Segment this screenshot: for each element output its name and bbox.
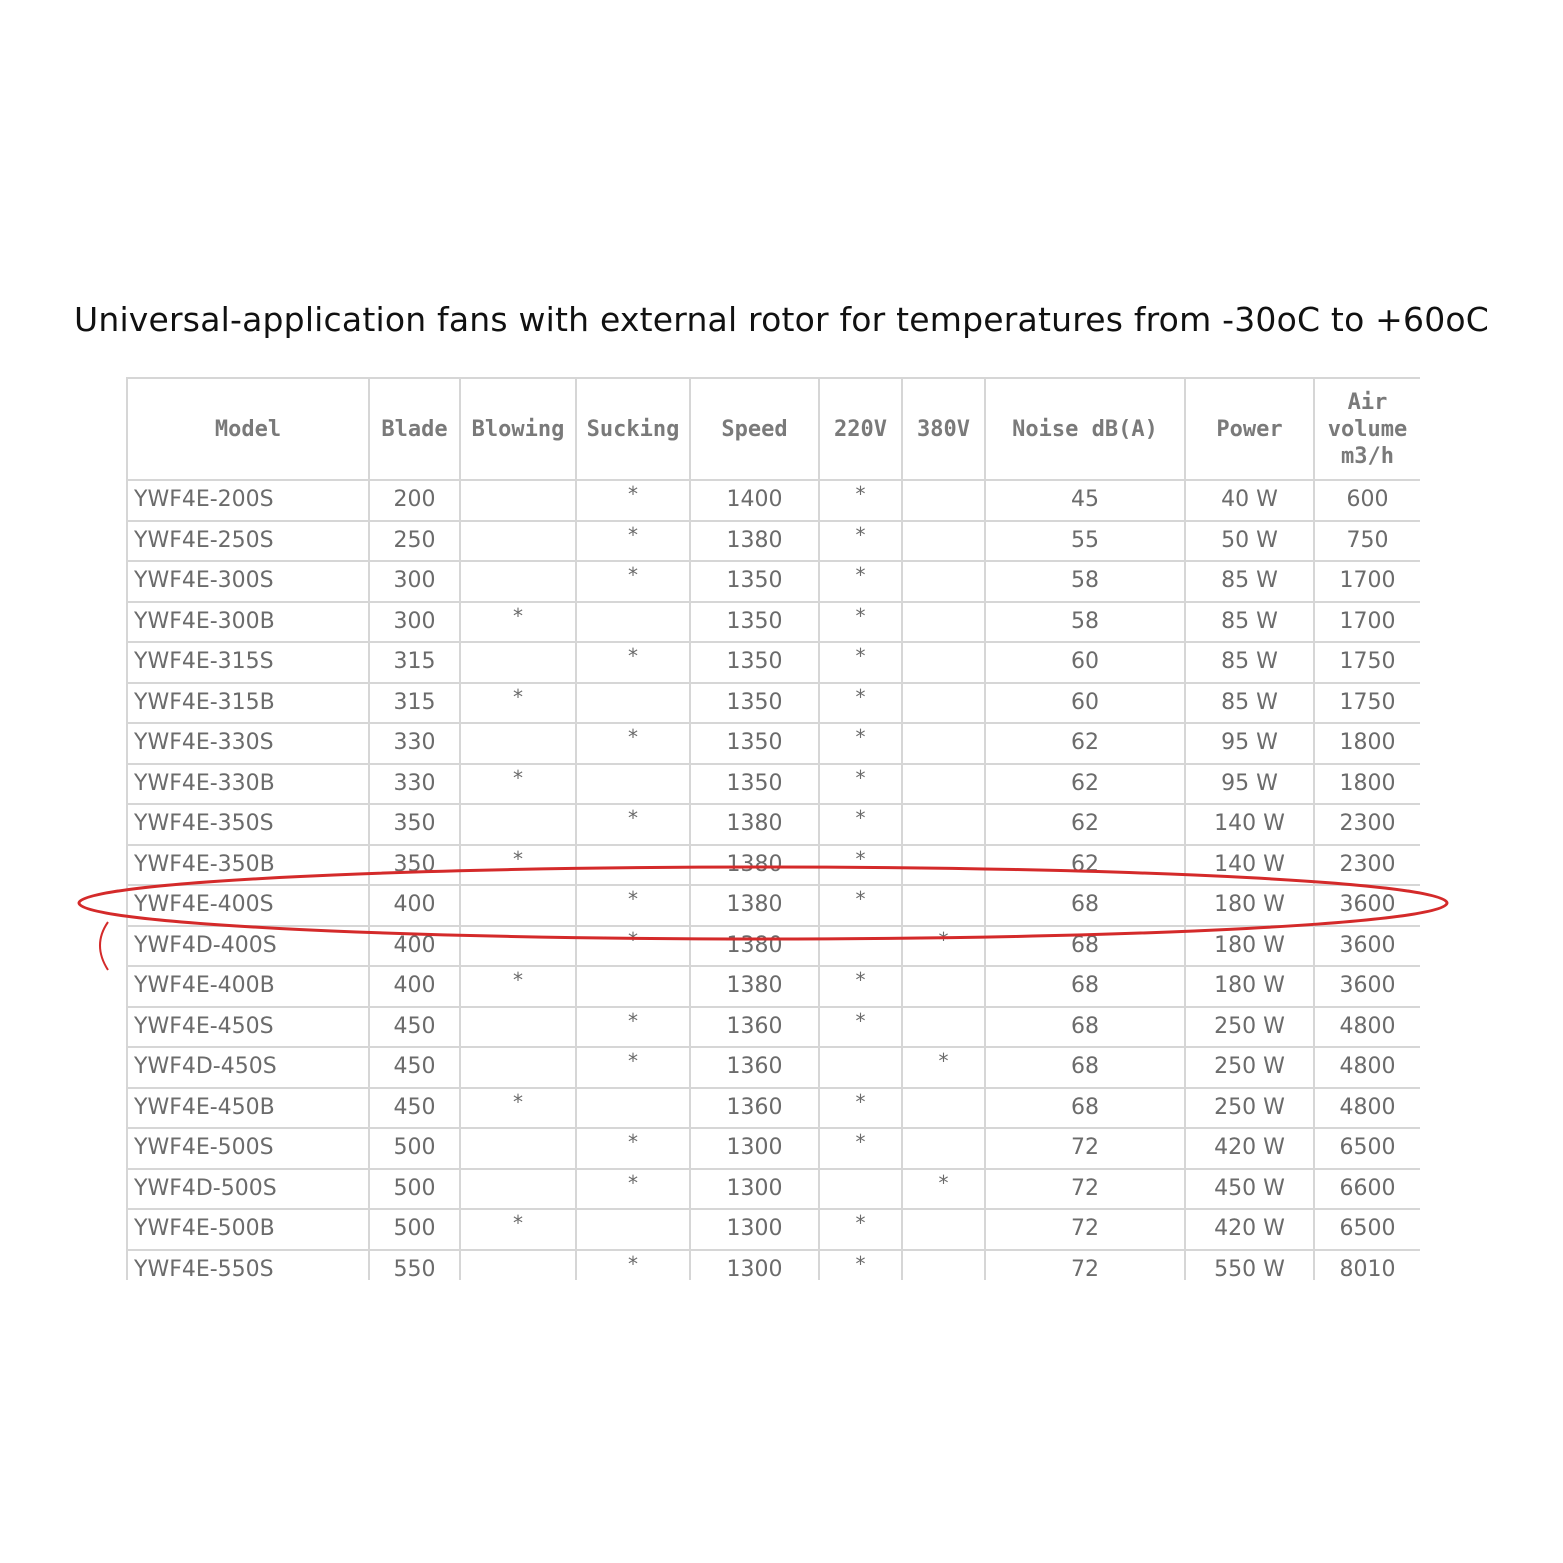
cell-speed: 1380: [690, 521, 819, 562]
cell-air: 3600: [1314, 926, 1420, 967]
cell-air: 3600: [1314, 885, 1420, 926]
cell-sucking: *: [576, 1250, 690, 1281]
cell-v220: *: [819, 764, 902, 805]
cell-v380: [902, 1209, 985, 1250]
cell-model: YWF4E-450S: [127, 1007, 369, 1048]
header-blade: Blade: [369, 378, 460, 480]
cell-air: 4800: [1314, 1007, 1420, 1048]
cell-speed: 1300: [690, 1209, 819, 1250]
cell-power: 140 W: [1185, 804, 1314, 845]
table-row: [127, 683, 1420, 724]
cell-blade: 350: [369, 845, 460, 886]
cell-blade: 200: [369, 480, 460, 521]
cell-blowing: [460, 1128, 576, 1169]
cell-model: YWF4E-200S: [127, 480, 369, 521]
cell-speed: 1360: [690, 1007, 819, 1048]
cell-blowing: [460, 804, 576, 845]
table-row: [127, 480, 1420, 521]
cell-blade: 550: [369, 1250, 460, 1281]
cell-speed: 1300: [690, 1250, 819, 1281]
cell-v220: *: [819, 966, 902, 1007]
cell-sucking: *: [576, 926, 690, 967]
cell-power: 40 W: [1185, 480, 1314, 521]
table-row: [127, 764, 1420, 805]
cell-noise: 62: [985, 764, 1185, 805]
header-sucking: Sucking: [576, 378, 690, 480]
table-body: [127, 480, 1420, 1280]
cell-v380: [902, 1088, 985, 1129]
page-title: Universal-application fans with external rotor for temperatures from -30oC to +60oC: [73, 300, 1490, 339]
cell-air: 8010: [1314, 1250, 1420, 1281]
table-row: [127, 804, 1420, 845]
cell-blowing: [460, 561, 576, 602]
header-380v: 380V: [902, 378, 985, 480]
cell-sucking: *: [576, 804, 690, 845]
cell-noise: 45: [985, 480, 1185, 521]
cell-power: 250 W: [1185, 1047, 1314, 1088]
cell-blade: 400: [369, 885, 460, 926]
header-air-line1: Air: [1347, 389, 1388, 415]
header-power: Power: [1185, 378, 1314, 480]
cell-v220: *: [819, 1088, 902, 1129]
cell-blowing: [460, 1007, 576, 1048]
cell-power: 550 W: [1185, 1250, 1314, 1281]
header-air-line3: m3/h: [1341, 443, 1394, 469]
header-model: Model: [127, 378, 369, 480]
cell-sucking: *: [576, 1047, 690, 1088]
cell-blowing: [460, 480, 576, 521]
cell-sucking: [576, 845, 690, 886]
cell-noise: 68: [985, 1047, 1185, 1088]
cell-sucking: *: [576, 480, 690, 521]
table-row: [127, 926, 1420, 967]
cell-power: 450 W: [1185, 1169, 1314, 1210]
table-row: [127, 1128, 1420, 1169]
cell-air: 6600: [1314, 1169, 1420, 1210]
cell-power: 95 W: [1185, 764, 1314, 805]
cell-air: 1800: [1314, 723, 1420, 764]
cell-speed: 1380: [690, 966, 819, 1007]
cell-v220: *: [819, 723, 902, 764]
cell-blowing: [460, 723, 576, 764]
cell-v220: *: [819, 480, 902, 521]
cell-v220: *: [819, 602, 902, 643]
cell-v380: [902, 521, 985, 562]
cell-model: YWF4D-500S: [127, 1169, 369, 1210]
cell-sucking: *: [576, 885, 690, 926]
cell-blade: 500: [369, 1209, 460, 1250]
cell-power: 180 W: [1185, 926, 1314, 967]
cell-power: 140 W: [1185, 845, 1314, 886]
cell-blade: 300: [369, 561, 460, 602]
cell-blowing: [460, 926, 576, 967]
cell-v380: *: [902, 1169, 985, 1210]
highlight-pen-stroke: [100, 922, 108, 970]
cell-v220: *: [819, 1209, 902, 1250]
cell-v380: [902, 683, 985, 724]
table-row: [127, 1169, 1420, 1210]
cell-model: YWF4E-450B: [127, 1088, 369, 1129]
table-row: [127, 723, 1420, 764]
cell-blade: 315: [369, 683, 460, 724]
cell-sucking: *: [576, 642, 690, 683]
cell-model: YWF4E-350B: [127, 845, 369, 886]
cell-blowing: [460, 1047, 576, 1088]
cell-air: 600: [1314, 480, 1420, 521]
cell-v220: *: [819, 683, 902, 724]
header-220v: 220V: [819, 378, 902, 480]
cell-noise: 68: [985, 1007, 1185, 1048]
cell-v380: [902, 885, 985, 926]
cell-blade: 500: [369, 1169, 460, 1210]
cell-v380: [902, 1250, 985, 1281]
cell-model: YWF4E-315S: [127, 642, 369, 683]
cell-blade: 500: [369, 1128, 460, 1169]
cell-noise: 58: [985, 602, 1185, 643]
cell-noise: 72: [985, 1128, 1185, 1169]
cell-air: 1750: [1314, 683, 1420, 724]
cell-blade: 450: [369, 1088, 460, 1129]
cell-air: 1700: [1314, 561, 1420, 602]
cell-model: YWF4D-400S: [127, 926, 369, 967]
cell-power: 85 W: [1185, 642, 1314, 683]
cell-sucking: *: [576, 1007, 690, 1048]
cell-blade: 350: [369, 804, 460, 845]
cell-speed: 1350: [690, 602, 819, 643]
cell-blade: 400: [369, 966, 460, 1007]
cell-blowing: [460, 1250, 576, 1281]
table-row: [127, 521, 1420, 562]
table-row: [127, 885, 1420, 926]
cell-air: 6500: [1314, 1209, 1420, 1250]
cell-model: YWF4E-400B: [127, 966, 369, 1007]
cell-model: YWF4E-350S: [127, 804, 369, 845]
cell-sucking: [576, 1088, 690, 1129]
cell-power: 250 W: [1185, 1088, 1314, 1129]
fan-spec-table: [126, 377, 1420, 1280]
cell-blowing: [460, 642, 576, 683]
cell-blade: 450: [369, 1007, 460, 1048]
cell-air: 4800: [1314, 1088, 1420, 1129]
cell-blowing: *: [460, 845, 576, 886]
cell-noise: 55: [985, 521, 1185, 562]
cell-model: YWF4E-250S: [127, 521, 369, 562]
cell-sucking: *: [576, 723, 690, 764]
table-row: [127, 1047, 1420, 1088]
cell-v380: *: [902, 926, 985, 967]
cell-power: 180 W: [1185, 966, 1314, 1007]
cell-model: YWF4E-330B: [127, 764, 369, 805]
cell-air: 4800: [1314, 1047, 1420, 1088]
header-air-line2: volume: [1327, 416, 1408, 442]
cell-blade: 450: [369, 1047, 460, 1088]
cell-v220: [819, 1169, 902, 1210]
header-blowing: Blowing: [460, 378, 576, 480]
cell-blowing: *: [460, 602, 576, 643]
cell-speed: 1350: [690, 683, 819, 724]
cell-noise: 62: [985, 723, 1185, 764]
cell-v380: [902, 804, 985, 845]
cell-sucking: *: [576, 561, 690, 602]
header-row: [127, 378, 1420, 480]
cell-v220: *: [819, 845, 902, 886]
table-row: [127, 1007, 1420, 1048]
cell-air: 3600: [1314, 966, 1420, 1007]
cell-v380: [902, 966, 985, 1007]
fan-spec-table-wrapper: [126, 377, 1420, 1280]
cell-speed: 1380: [690, 845, 819, 886]
cell-v380: [902, 1128, 985, 1169]
cell-air: 1700: [1314, 602, 1420, 643]
cell-power: 420 W: [1185, 1128, 1314, 1169]
cell-power: 420 W: [1185, 1209, 1314, 1250]
cell-v220: *: [819, 642, 902, 683]
cell-power: 180 W: [1185, 885, 1314, 926]
cell-model: YWF4E-500B: [127, 1209, 369, 1250]
cell-speed: 1360: [690, 1088, 819, 1129]
cell-speed: 1400: [690, 480, 819, 521]
cell-v220: *: [819, 1250, 902, 1281]
cell-power: 95 W: [1185, 723, 1314, 764]
cell-model: YWF4E-300S: [127, 561, 369, 602]
cell-sucking: *: [576, 1128, 690, 1169]
cell-blowing: *: [460, 764, 576, 805]
cell-noise: 60: [985, 642, 1185, 683]
cell-air: 6500: [1314, 1128, 1420, 1169]
header-air-volume: [1314, 378, 1420, 480]
cell-noise: 62: [985, 804, 1185, 845]
table-row: [127, 845, 1420, 886]
cell-blade: 315: [369, 642, 460, 683]
cell-blade: 330: [369, 723, 460, 764]
cell-v220: *: [819, 1128, 902, 1169]
cell-v220: *: [819, 521, 902, 562]
cell-power: 85 W: [1185, 683, 1314, 724]
cell-air: 1800: [1314, 764, 1420, 805]
cell-model: YWF4D-450S: [127, 1047, 369, 1088]
cell-noise: 68: [985, 885, 1185, 926]
cell-blowing: [460, 521, 576, 562]
cell-blowing: *: [460, 966, 576, 1007]
cell-model: YWF4E-400S: [127, 885, 369, 926]
cell-blade: 250: [369, 521, 460, 562]
cell-speed: 1350: [690, 561, 819, 602]
table-row: [127, 602, 1420, 643]
cell-v220: [819, 926, 902, 967]
cell-v380: [902, 845, 985, 886]
table-row: [127, 561, 1420, 602]
cell-air: 2300: [1314, 804, 1420, 845]
cell-noise: 72: [985, 1209, 1185, 1250]
cell-power: 50 W: [1185, 521, 1314, 562]
cell-model: YWF4E-330S: [127, 723, 369, 764]
cell-blade: 300: [369, 602, 460, 643]
cell-power: 85 W: [1185, 602, 1314, 643]
cell-air: 1750: [1314, 642, 1420, 683]
cell-noise: 72: [985, 1250, 1185, 1281]
cell-speed: 1360: [690, 1047, 819, 1088]
cell-v380: [902, 723, 985, 764]
cell-speed: 1350: [690, 723, 819, 764]
cell-model: YWF4E-300B: [127, 602, 369, 643]
cell-v220: [819, 1047, 902, 1088]
cell-noise: 62: [985, 845, 1185, 886]
cell-speed: 1380: [690, 885, 819, 926]
cell-v380: *: [902, 1047, 985, 1088]
cell-v220: *: [819, 1007, 902, 1048]
cell-model: YWF4E-500S: [127, 1128, 369, 1169]
cell-noise: 68: [985, 1088, 1185, 1129]
cell-noise: 68: [985, 966, 1185, 1007]
table-row: [127, 966, 1420, 1007]
cell-power: 250 W: [1185, 1007, 1314, 1048]
cell-blade: 330: [369, 764, 460, 805]
cell-sucking: *: [576, 1169, 690, 1210]
cell-blowing: *: [460, 1088, 576, 1129]
cell-blowing: *: [460, 1209, 576, 1250]
cell-air: 750: [1314, 521, 1420, 562]
cell-sucking: [576, 683, 690, 724]
header-noise: Noise dB(A): [985, 378, 1185, 480]
cell-sucking: *: [576, 521, 690, 562]
cell-noise: 60: [985, 683, 1185, 724]
cell-sucking: [576, 1209, 690, 1250]
cell-v220: *: [819, 885, 902, 926]
cell-v380: [902, 1007, 985, 1048]
cell-sucking: [576, 602, 690, 643]
cell-noise: 72: [985, 1169, 1185, 1210]
cell-speed: 1350: [690, 764, 819, 805]
cell-model: YWF4E-550S: [127, 1250, 369, 1281]
cell-noise: 68: [985, 926, 1185, 967]
table-row: [127, 642, 1420, 683]
cell-noise: 58: [985, 561, 1185, 602]
cell-sucking: [576, 966, 690, 1007]
cell-sucking: [576, 764, 690, 805]
cell-v380: [902, 561, 985, 602]
cell-power: 85 W: [1185, 561, 1314, 602]
cell-speed: 1300: [690, 1128, 819, 1169]
table-row: [127, 1209, 1420, 1250]
cell-blowing: *: [460, 683, 576, 724]
cell-model: YWF4E-315B: [127, 683, 369, 724]
cell-v380: [902, 602, 985, 643]
cell-blade: 400: [369, 926, 460, 967]
table-row: [127, 1250, 1420, 1281]
cell-v380: [902, 480, 985, 521]
table-row: [127, 1088, 1420, 1129]
cell-v380: [902, 642, 985, 683]
cell-speed: 1380: [690, 804, 819, 845]
cell-v220: *: [819, 561, 902, 602]
cell-speed: 1350: [690, 642, 819, 683]
cell-speed: 1380: [690, 926, 819, 967]
cell-v380: [902, 764, 985, 805]
cell-v220: *: [819, 804, 902, 845]
cell-air: 2300: [1314, 845, 1420, 886]
cell-blowing: [460, 1169, 576, 1210]
cell-blowing: [460, 885, 576, 926]
header-speed: Speed: [690, 378, 819, 480]
cell-speed: 1300: [690, 1169, 819, 1210]
